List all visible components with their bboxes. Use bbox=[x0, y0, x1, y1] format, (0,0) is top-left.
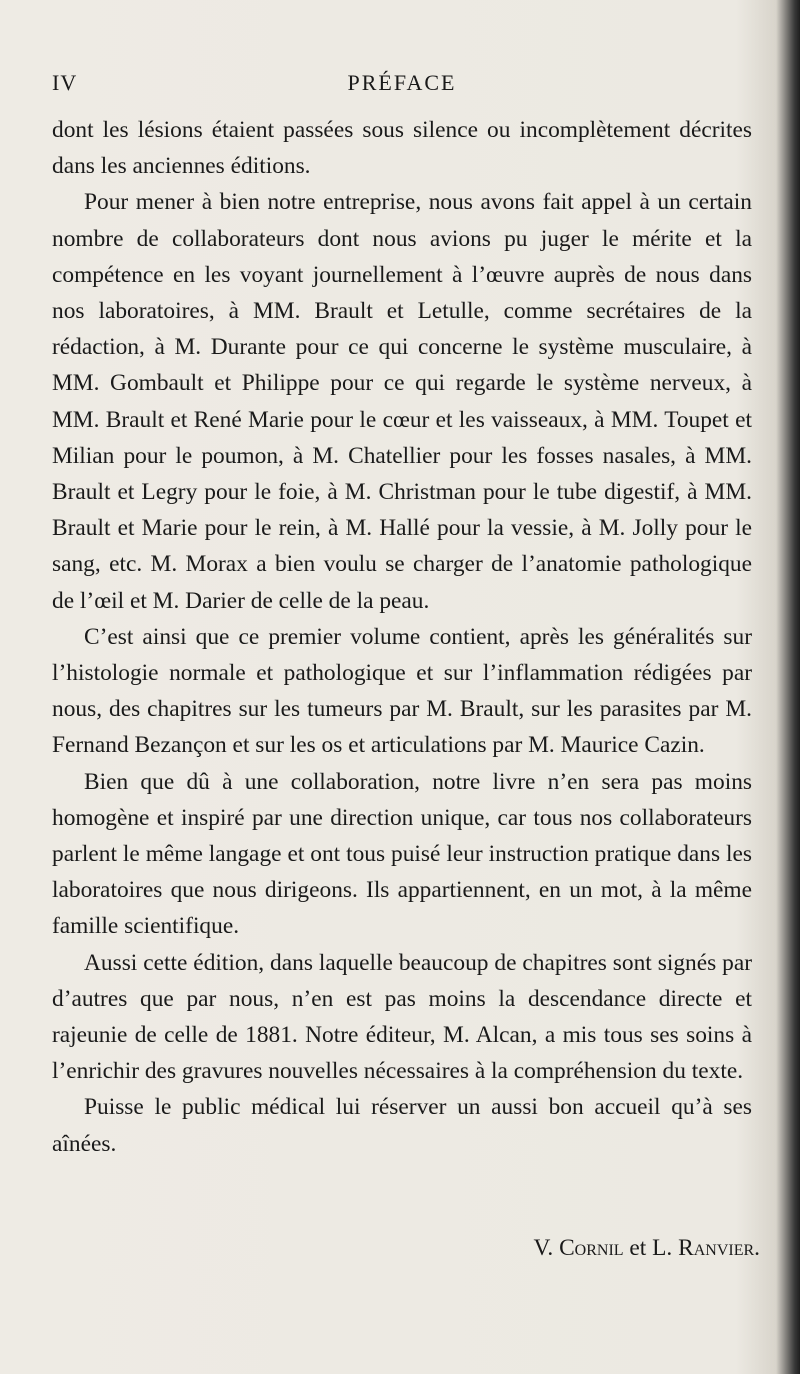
signature-name-ranvier: Ranvier. bbox=[678, 1235, 760, 1261]
signature-conjunction: et L. bbox=[623, 1235, 679, 1261]
preface-body bbox=[52, 112, 752, 1162]
running-head bbox=[52, 70, 752, 110]
paragraph-closing: Puisse le public médical lui réserver un aussi bon accueil qu’à ses aînées. bbox=[52, 1094, 752, 1157]
running-title: PRÉFACE bbox=[347, 70, 457, 95]
paragraph-continuation: dont les lésions étaient passées sous silence ou incomplètement décrites dans les anciennes éditions. bbox=[52, 117, 752, 180]
paragraph-edition: Aussi cette édition, dans laquelle beaucoup de chapitres sont signés par d’autres que par nous, n’en est pas moins la descendance directe et rajeunie de celle de 1881. Notre éditeur, M. Alcan, a mis tous ses soins à l’enrichir des gravures nouvelles nécessaires à la compréhension du texte. bbox=[52, 949, 752, 1085]
paragraph-volume-contents: C’est ainsi que ce premier volume contient, après les généralités sur l’histologie normale et pathologique et sur l’inflammation rédigées par nous, des chapitres sur les tumeurs par M. Brault, sur les parasites par M. Fernand Bezançon et sur les os et articulations par M. Maurice Cazin. bbox=[52, 623, 752, 759]
paragraph-homogeneity: Bien que dû à une collaboration, notre livre n’en sera pas moins homogène et inspiré par une direction unique, car tous nos collaborateurs parlent le même langage et ont tous puisé leur instruction pratique dans les laboratoires que nous dirigeons. Ils appartiennent, en un mot, à la même famille scientifique. bbox=[52, 768, 752, 940]
signature-name-cornil: Cornil bbox=[559, 1235, 624, 1261]
page-number: IV bbox=[52, 70, 78, 95]
paragraph-collaborators: Pour mener à bien notre entreprise, nous avons fait appel à un certain nombre de collaborateurs dont nous avions pu juger le mérite et la compétence en les voyant journellement à l’œuvre auprès de nous dans nos laboratoires, à MM. Brault et Letulle, comme secrétaires de la rédaction, à M. Durante pour ce qui concerne le système musculaire, à MM. Gombault et Philippe pour ce qui regarde le système nerveux, à MM. Brault et René Marie pour le cœur et les vaisseaux, à MM. Toupet et Milian pour le poumon, à M. Chatellier pour les fosses nasales, à MM. Brault et Legry pour le foie, à M. Christman pour le tube digestif, à MM. Brault et Marie pour le rein, à M. Hallé pour la vessie, à M. Jolly pour le sang, etc. M. Morax a bien voulu se charger de l’anatomie pathologique de l’œil et M. Darier de celle de la peau. bbox=[52, 189, 752, 614]
signature bbox=[440, 1230, 760, 1266]
signature-prefix: V. bbox=[533, 1235, 560, 1261]
